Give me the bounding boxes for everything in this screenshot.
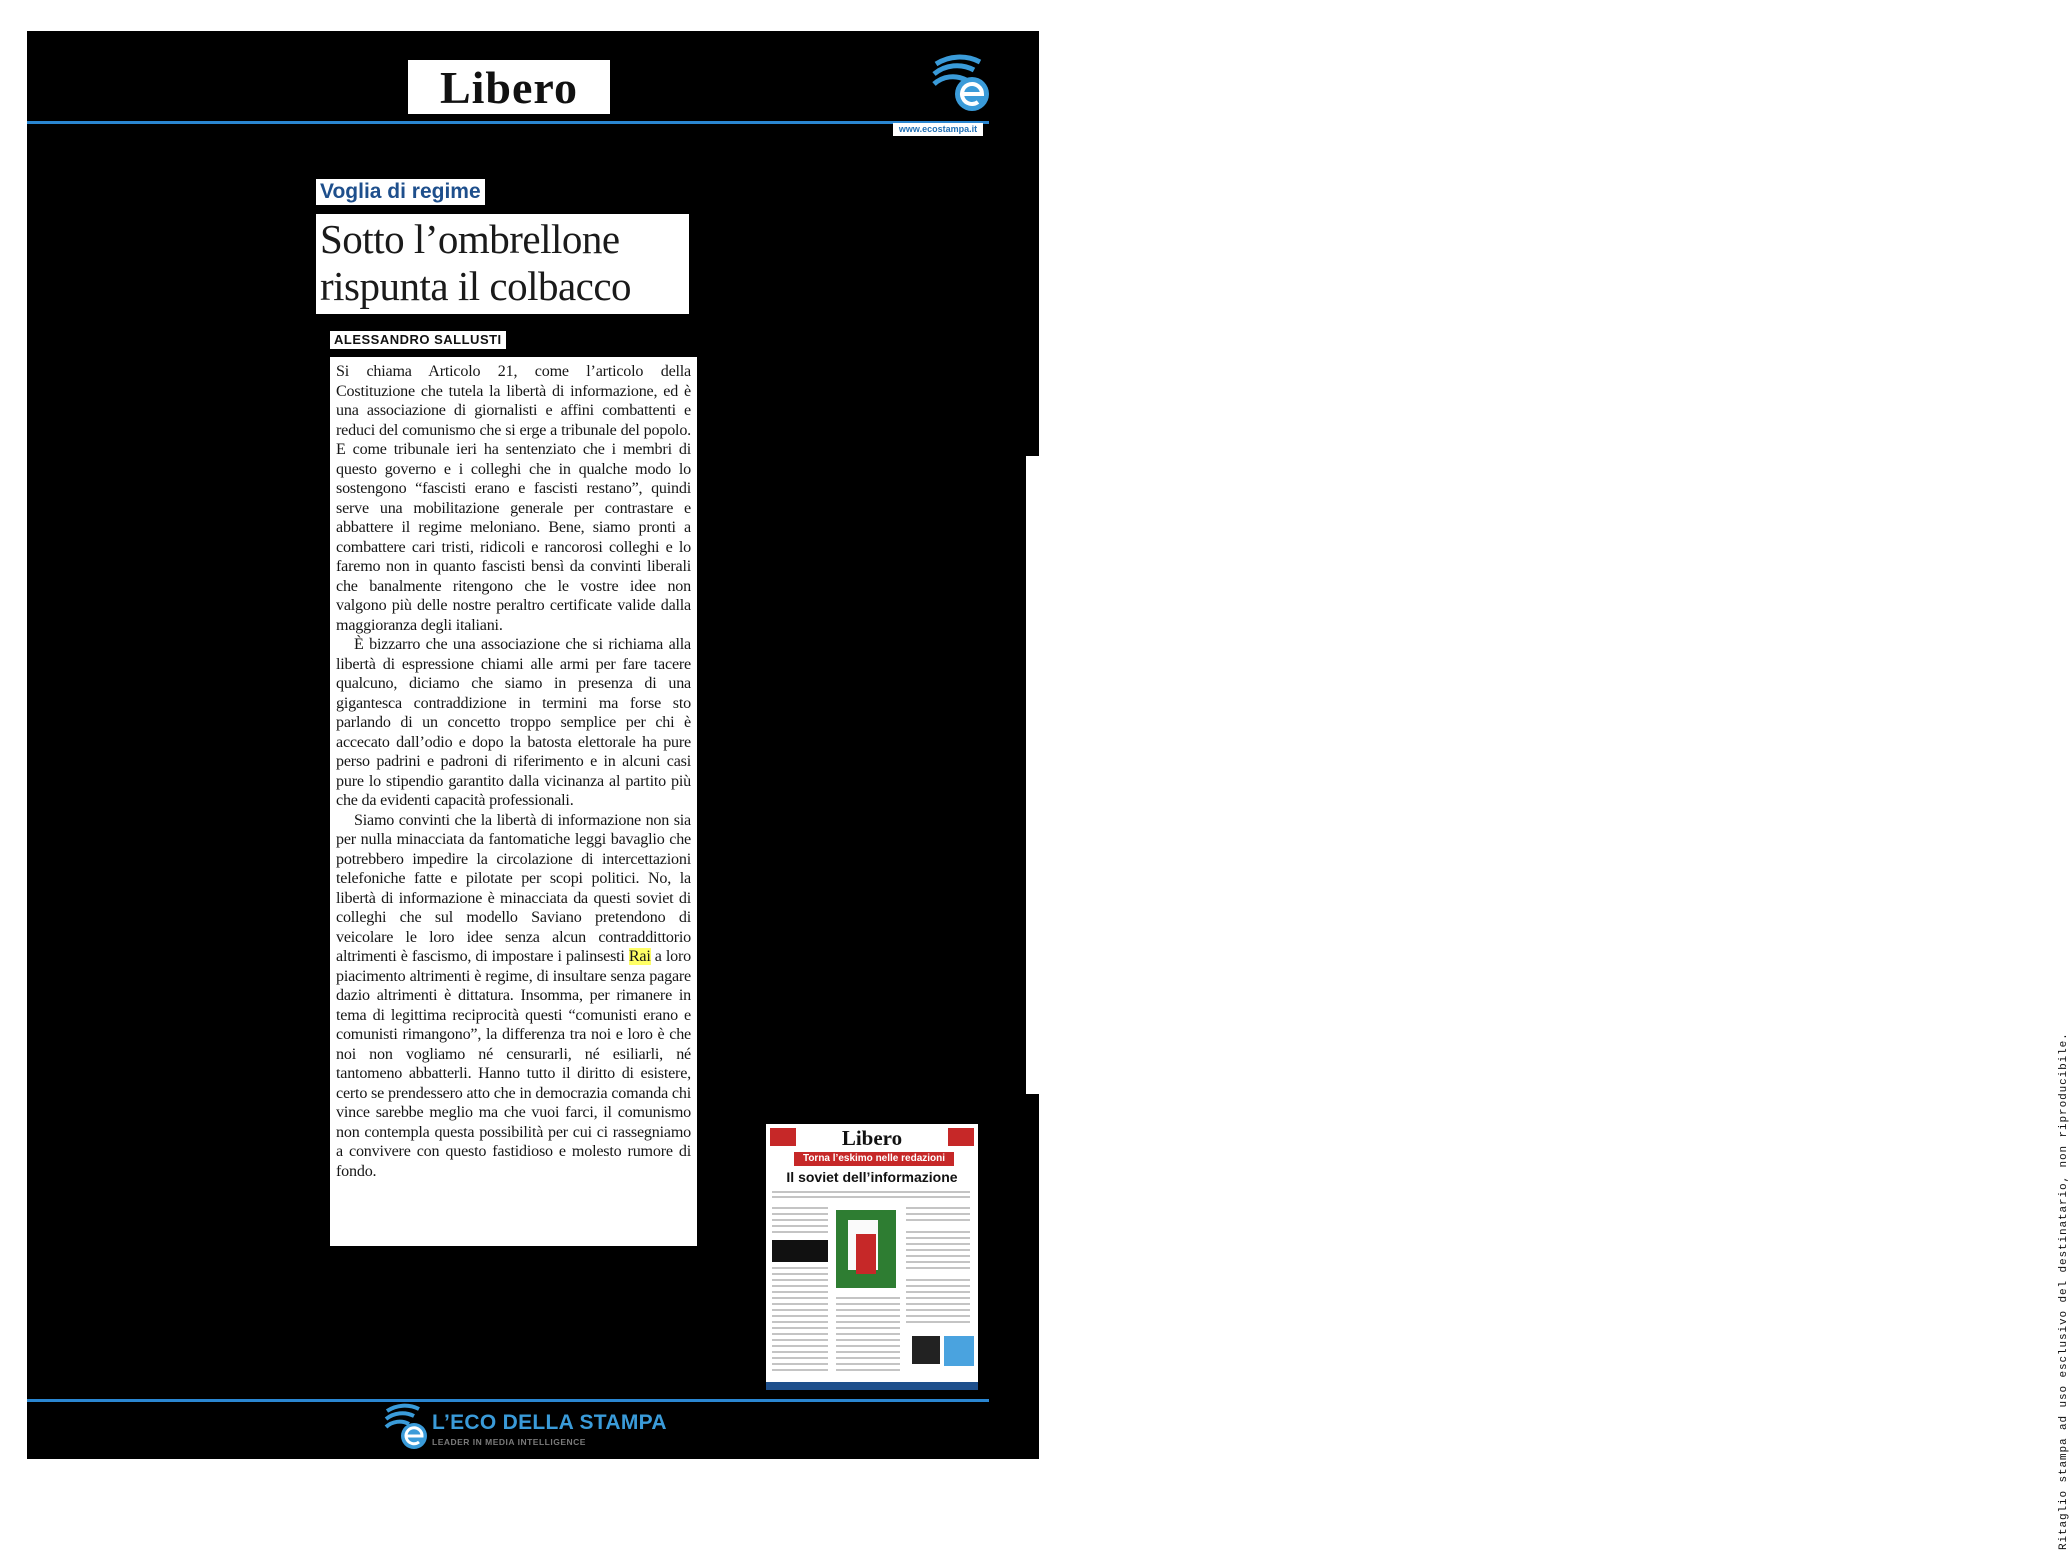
thumb-headline: Il soviet dell’informazione — [786, 1169, 958, 1185]
paragraph-1: Si chiama Articolo 21, come l’articolo della Costituzione che tutela la libertà di informazione, ed è una associazione di giornalisti e affini combattenti e reduci del comunismo che si erge a tribunale del popolo. E come tribunale ieri ha sentenziato che i membri di questo governo e i colleghi che in qualche modo lo sostengono “fascisti erano e fascisti restano”, quindi serve una mobilitazione generale per contrastare e abbattere il regime meloniano. Bene, siamo pronti a combattere cari tristi, ridicoli e rancorosi colleghi e lo faremo non in quanto fascisti bensì da convinti liberali che banalmente ritengono che le vostre idee non valgono più delle nostre peraltro certificate valide dalla maggioranza degli italiani. — [336, 363, 691, 634]
article-kicker: Voglia di regime — [316, 179, 485, 205]
thumb-qr-code — [912, 1336, 940, 1364]
thumb-photo-detail — [856, 1234, 876, 1274]
footer-brand: L’ECO DELLA STAMPA — [432, 1411, 667, 1434]
headline-line-1: Sotto l’ombrellone — [320, 216, 620, 262]
footer-tagline: LEADER IN MEDIA INTELLIGENCE — [432, 1437, 586, 1447]
paragraph-3-part-2: a loro piacimento altrimenti è regime, di insultare senza pagare dazio altrimenti è dittatura. Insomma, per rimanere in tema di legittima reciprocità questi “comunisti erano e comunisti rimangono”, la differenza tra noi e loro è che noi non vogliamo né censurarli, né esiliarli, né tantomeno abbatterli. Hanno tutto il diritto di esistere, certo se prendessero atto che in democrazia comanda chi vince sarebbe meglio ma che vuoi farci, il comunismo non contempla questa possibilità per cui ci rassegniamo a convivere con questo fastidioso e molesto rumore di fondo. — [336, 948, 691, 1180]
eco-logo-icon — [928, 56, 992, 114]
thumb-masthead: Libero — [841, 1126, 903, 1150]
headline-line-2: rispunta il colbacco — [320, 263, 632, 309]
newspaper-masthead: Libero — [408, 60, 610, 114]
side-notice-text: Ritaglio stampa ad uso esclusivo del destinatario, non riproducibile. — [2058, 1032, 2070, 1550]
article-body — [330, 357, 697, 1246]
paragraph-3 — [336, 811, 691, 1182]
article-author: ALESSANDRO SALLUSTI — [330, 331, 506, 349]
front-page-thumbnail[interactable] — [766, 1124, 978, 1390]
bottom-divider — [27, 1399, 989, 1402]
thumb-advert — [944, 1336, 974, 1366]
article-headline — [316, 214, 689, 314]
thumb-bottom-strip — [766, 1382, 978, 1390]
paragraph-3-part-1: Siamo convinti che la libertà di informazione non sia per nulla minacciata da fantomatiche leggi bavaglio che potrebbero impedire la circolazione di intercettazioni telefoniche fatte e pilotate per scopi politici. No, la libertà di informazione è minacciata da questi soviet di colleghi che sul modello Saviano pretendono di veicolare le loro idee senza alcun contraddittorio altrimenti è fascismo, di impostare i palinsesti — [336, 811, 691, 965]
highlighted-keyword: Rai — [628, 948, 651, 965]
thumb-boxed-article — [772, 1240, 828, 1262]
thumb-kicker: Torna l’eskimo nelle redazioni — [794, 1152, 954, 1166]
top-divider — [27, 121, 989, 124]
paragraph-2: È bizzarro che una associazione che si richiama alla libertà di espressione chiami alle armi per fare tacere qualcuno, diciamo che siamo in presenza di una gigantesca contraddizione in termini ma forse sto parlando di un concetto troppo semplice per chi è accecato dall’odio e dopo la batosta elettorale ha pure perso padrini e padroni di riferimento e in alcuni casi pure lo stipendio garantito dalla vicinanza al partito più che da evidenti capacità professionali. — [336, 636, 691, 809]
eco-url[interactable]: www.ecostampa.it — [893, 123, 983, 136]
